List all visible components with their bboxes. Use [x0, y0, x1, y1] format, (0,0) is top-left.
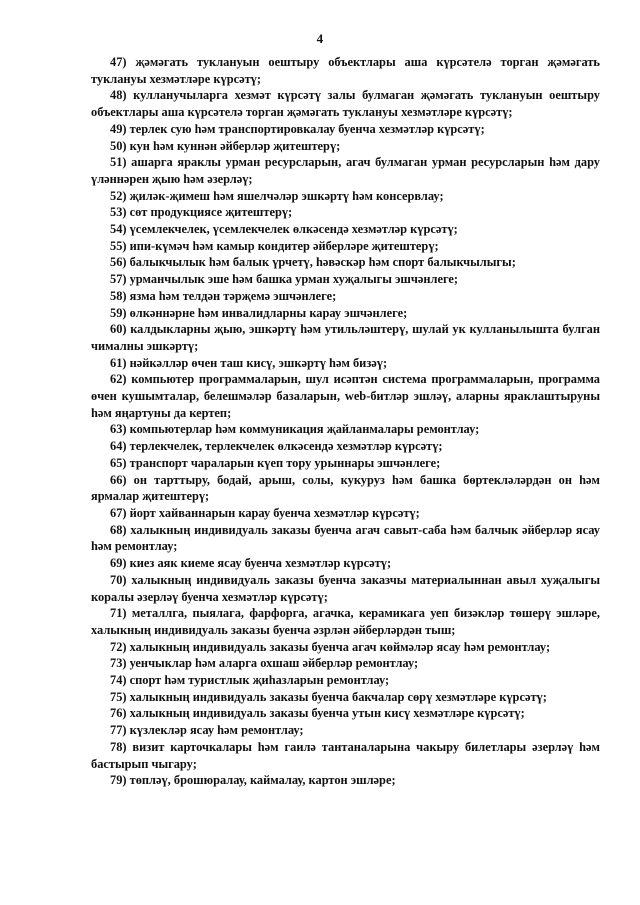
list-item: 71) металлга, пыялага, фарфорга, агачка, керамикага уеп бизәкләр төшерү эшләре, халыкның индивидуаль заказы буенча әзрлән әйберләрдән тыш; — [91, 606, 600, 637]
list-item: 67) йорт хайваннарын карау буенча хезмәтләр күрсәтү; — [110, 505, 420, 520]
document-body — [91, 54, 600, 789]
list-item: 77) күзлекләр ясау һәм ремонтлау; — [110, 723, 304, 738]
list-item: 65) транспорт чараларын күеп тору урыннары эшчәнлеге; — [110, 455, 441, 470]
list-item: 76) халыкның индивидуаль заказы буенча утын кисү хезмәтләре күрсәтү; — [110, 706, 525, 721]
list-item: 47) җәмәгать туклануын оештыру объектлары аша күрсәтелә торган җәмәгать туклануы хезмәтләре күрсәтү; — [91, 55, 600, 86]
list-item: 52) җиләк-җимеш һәм яшелчәләр эшкәртү һәм консервлау; — [110, 188, 444, 203]
list-item: 57) урманчылык эше һәм башка урман хуҗалыгы эшчәнлеге; — [110, 272, 459, 287]
list-item: 74) спорт һәм туристлык җиһазларын ремонтлау; — [110, 673, 390, 688]
list-item: 64) терлекчелек, терлекчелек өлкәсендә хезмәтләр күрсәтү; — [110, 439, 443, 454]
list-item: 73) уенчыклар һәм аларга охшаш әйберләр ремонтлау; — [110, 656, 419, 671]
list-item: 60) калдыкларны җыю, эшкәртү һәм утильләштерү, шулай ук кулланылышта булган чималны эшкәртү; — [91, 322, 600, 353]
list-item: 51) ашарга яраклы урман ресурсларын, агач булмаган урман ресурсларын һәм дару үләннәрен җыю һәм әзерләү; — [91, 155, 600, 186]
page-number: 4 — [316, 31, 324, 46]
list-item: 78) визит карточкалары һәм гаилә тантаналарына чакыру билетлары әзерләү һәм бастырып чыгару; — [91, 739, 600, 771]
list-item: 48) кулланучыларга хезмәт күрсәтү залы булмаган җәмәгать туклануын оештыру объектлары аша күрсәтелә торган җәмәгать туклануы хезмәтләре күрсәтү; — [91, 88, 600, 120]
list-item: 68) халыкның индивидуаль заказы буенча агач савыт-саба һәм балчык әйберләр ясау һәм ремонтлау; — [91, 522, 600, 554]
list-item: 70) халыкның индивидуаль заказы буенча заказчы материалыннан авыл хуҗалыгы коралы әзерләү буенча хезмәтләр күрсәтү; — [91, 572, 600, 604]
list-item: 49) терлек сую һәм транспортировкалау буенча хезмәтләр күрсәтү; — [110, 121, 485, 136]
list-item: 66) он тарттыру, бодай, арыш, солы, кукуруз һәм башка бөртекләләрдән он һәм ярмалар җитештерү; — [91, 472, 600, 504]
list-item: 59) өлкәннәрне һәм инвалидларны карау эшчәнлеге; — [110, 305, 408, 320]
list-item: 79) төпләү, брошюралау, каймалау, картон эшләре; — [110, 773, 396, 788]
list-item: 50) кун һәм куннән әйберләр җитештерү; — [110, 138, 341, 153]
list-item: 53) сөт продукциясе җитештерү; — [110, 205, 293, 220]
list-item: 61) нәйкәлләр өчен таш кисү, эшкәртү һәм бизәү; — [110, 355, 388, 370]
list-item: 58) язма һәм телдән тәрҗемә эшчәнлеге; — [110, 288, 337, 303]
list-item: 56) балыкчылык һәм балык үрчетү, һәвәскәр һәм спорт балыкчылыгы; — [110, 255, 516, 270]
list-item: 54) үсемлекчелек, үсемлекчелек өлкәсендә хезмәтләр күрсәтү; — [110, 222, 458, 237]
list-item: 55) ипи-күмәч һәм камыр кондитер әйберләре җитештерү; — [110, 238, 439, 253]
list-item: 63) компьютерлар һәм коммуникация җайланмалары ремонтлау; — [110, 422, 480, 437]
list-item: 62) компьютер программаларын, шул исәптән система программаларын, программа өчен кушымталар, белешмәләр базаларын, web-битләр эшләү, аларны яраклаштыруны һәм яңартуны да кертеп; — [91, 372, 600, 420]
list-item: 75) халыкның индивидуаль заказы буенча бакчалар сөрү хезмәтләре күрсәтү; — [110, 689, 547, 704]
list-item: 69) киез аяк киеме ясау буенча хезмәтләр күрсәтү; — [110, 556, 392, 571]
list-item: 72) халыкның индивидуаль заказы буенча агач көймәләр ясау һәм ремонтлау; — [110, 639, 551, 654]
